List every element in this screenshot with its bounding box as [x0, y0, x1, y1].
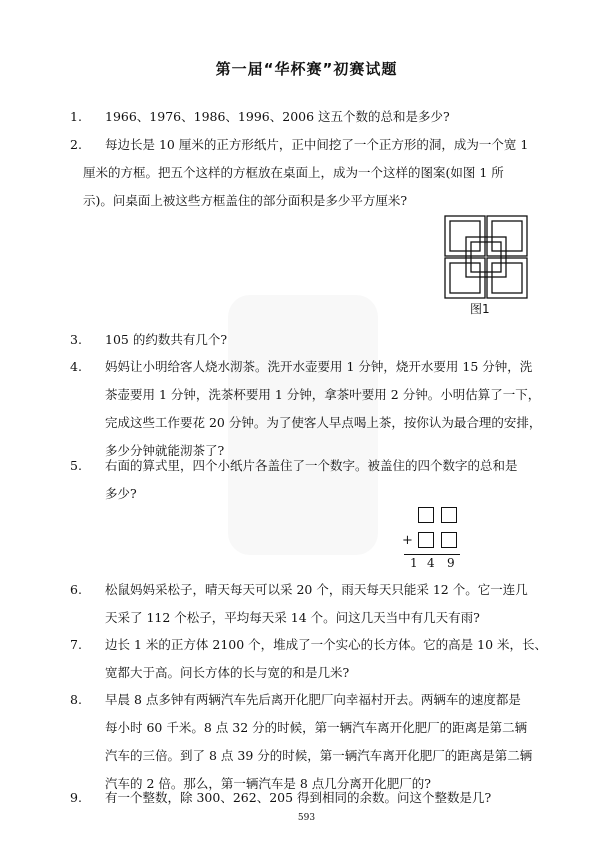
question-number: 1. — [70, 109, 82, 124]
question-number: 7. — [70, 637, 82, 652]
question-line: 1966、1976、1986、1996、2006 这五个数的总和是多少? — [105, 109, 450, 124]
covered-digit-box — [441, 532, 457, 548]
question-number: 5. — [70, 458, 82, 473]
question-number: 4. — [70, 359, 82, 374]
question-5 — [70, 452, 540, 508]
question-line: 完成这些工作要花 20 分钟。为了使客人早点喝上茶，按你认为最合理的安排， — [105, 415, 542, 430]
frame-center — [466, 237, 506, 277]
question-3 — [70, 326, 540, 354]
question-line: 早晨 8 点多钟有两辆汽车先后离开化肥厂向幸福村开去。两辆车的速度都是 — [105, 692, 521, 707]
frame-bottom-left — [445, 258, 485, 298]
arithmetic-figure — [402, 505, 462, 570]
covered-digit-box — [441, 507, 457, 523]
question-line: 厘米的方框。把五个这样的方框放在桌面上，成为一个这样的图案(如图 1 所 — [83, 165, 504, 180]
result-digit: 4 — [427, 556, 435, 570]
question-7 — [70, 631, 548, 687]
frame-bottom-left-inner — [450, 263, 480, 293]
frame-top-left — [445, 216, 485, 256]
question-line: 示)。问桌面上被这些方框盖住的部分面积是多少平方厘米? — [83, 193, 408, 208]
plus-sign: + — [402, 533, 413, 548]
question-line: 有一个整数，除 300、262、205 得到相同的余数。问这个整数是几? — [105, 790, 492, 805]
question-line: 每边长是 10 厘米的正方形纸片，正中间挖了一个正方形的洞，成为一个宽 1 — [105, 137, 529, 152]
question-9 — [70, 784, 540, 812]
question-1 — [70, 103, 540, 131]
frame-bottom-right-inner — [492, 263, 522, 293]
question-line: 宽都大于高。问长方体的长与宽的和是几米? — [105, 665, 350, 680]
question-number: 2. — [70, 137, 82, 152]
question-4 — [70, 353, 540, 465]
question-line: 多少分钟就能沏茶了? — [105, 443, 225, 458]
question-8 — [70, 686, 540, 798]
question-line: 松鼠妈妈采松子，晴天每天可以采 20 个，雨天每天只能采 12 个。它一连几 — [105, 582, 528, 597]
covered-digit-box — [418, 507, 434, 523]
result-digit: 9 — [447, 556, 455, 570]
figure-1-caption: 图1 — [470, 302, 490, 316]
page-number: 593 — [297, 813, 316, 823]
figure-1-square-frames — [444, 215, 528, 299]
question-number: 8. — [70, 692, 82, 707]
sum-rule — [404, 554, 460, 555]
frame-center-inner — [471, 242, 501, 272]
result-digit: 1 — [410, 556, 418, 570]
question-line: 茶壶要用 1 分钟，洗茶杯要用 1 分钟，拿茶叶要用 2 分钟。小明估算了一下， — [105, 387, 541, 402]
question-line: 汽车的 2 倍。那么，第一辆汽车是 8 点几分离开化肥厂的? — [105, 776, 432, 791]
frame-bottom-right — [487, 258, 527, 298]
question-line: 多少? — [105, 486, 137, 501]
question-number: 6. — [70, 582, 82, 597]
question-line: 妈妈让小明给客人烧水沏茶。洗开水壶要用 1 分钟，烧开水要用 15 分钟，洗 — [105, 359, 533, 374]
question-line: 边长 1 米的正方体 2100 个，堆成了一个实心的长方体。它的高是 10 米，长、 — [105, 637, 548, 652]
frame-top-right — [487, 216, 527, 256]
covered-digit-box — [418, 532, 434, 548]
page-title: 第一届“华杯赛”初赛试题 — [215, 60, 398, 78]
question-line: 105 的约数共有几个? — [105, 332, 228, 347]
question-6 — [70, 576, 540, 632]
question-number: 9. — [70, 790, 82, 805]
frame-top-right-inner — [492, 221, 522, 251]
question-line: 汽车的三倍。到了 8 点 39 分的时候，第一辆汽车离开化肥厂的距离是第二辆 — [105, 748, 533, 763]
question-number: 3. — [70, 332, 82, 347]
question-2 — [70, 131, 540, 159]
question-2-continued — [83, 159, 553, 215]
question-line: 每小时 60 千米。8 点 32 分的时候，第一辆汽车离开化肥厂的距离是第二辆 — [105, 720, 528, 735]
question-line: 天采了 112 个松子，平均每天采 14 个。问这几天当中有几天有雨? — [105, 610, 480, 625]
question-line: 右面的算式里，四个小纸片各盖住了一个数字。被盖住的四个数字的总和是 — [105, 458, 518, 473]
frame-top-left-inner — [450, 221, 480, 251]
